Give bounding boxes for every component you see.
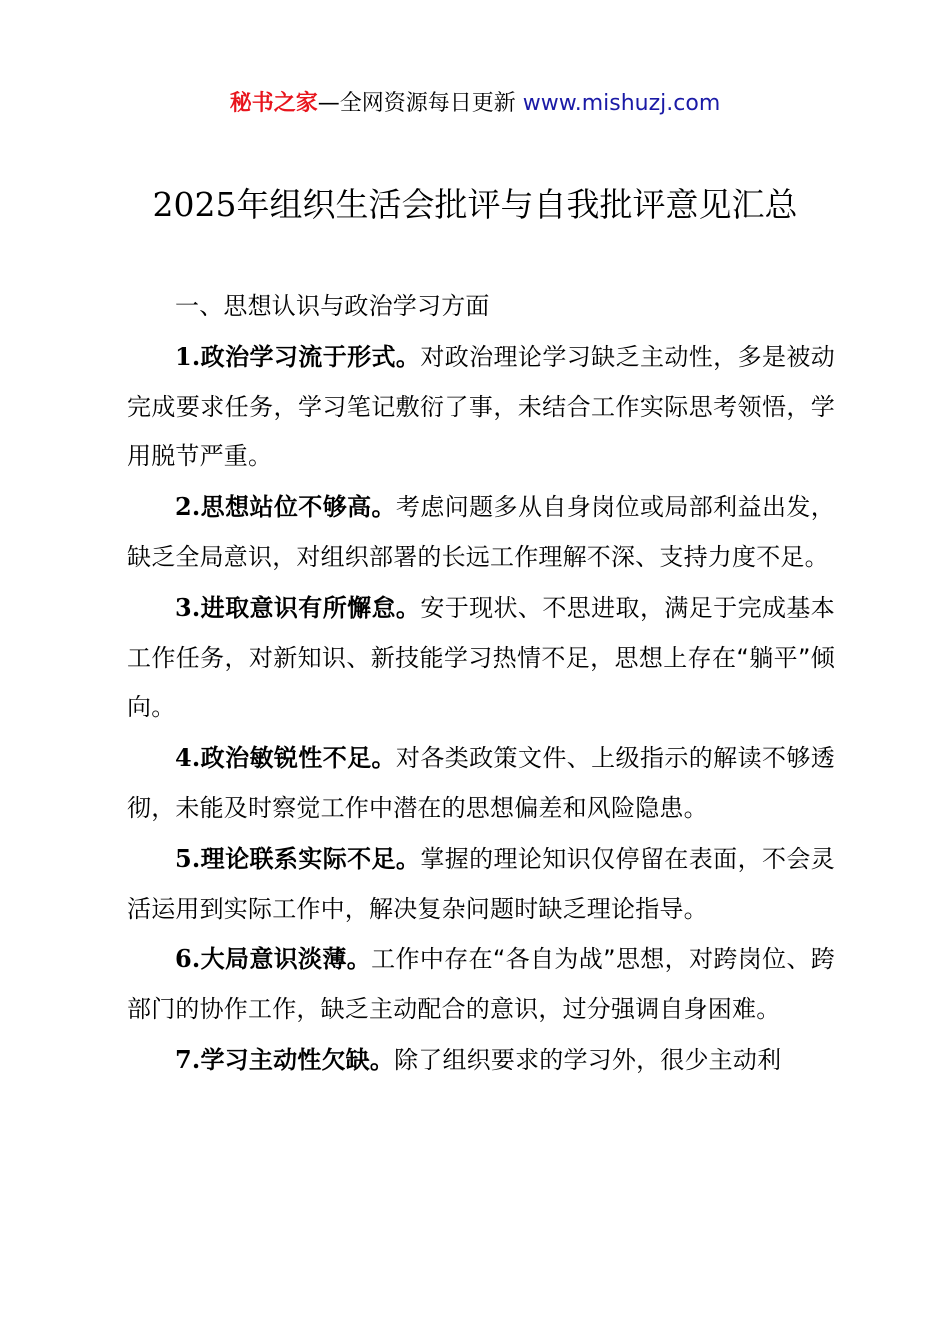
item-lead-text: 大局意识淡薄。 bbox=[200, 945, 372, 974]
item-number: 5. bbox=[175, 843, 201, 873]
site-tagline: —全网资源每日更新 bbox=[317, 91, 523, 116]
item-text: 对各类政策文件、上级指示的解读不够透彻，未能及时察觉工作中潜在的思想偏差和风险隐患。 bbox=[127, 744, 835, 822]
item-lead-text: 理论联系实际不足。 bbox=[200, 844, 421, 873]
section-heading: 一、思想认识与政治学习方面 bbox=[175, 292, 490, 320]
item-number: 2. bbox=[175, 492, 201, 522]
title-text: 年组织生活会批评与自我批评意见汇总 bbox=[236, 185, 798, 224]
list-item bbox=[127, 934, 835, 1035]
document-title bbox=[0, 180, 950, 230]
site-name: 秘书之家 bbox=[229, 91, 318, 116]
item-number: 4. bbox=[175, 743, 201, 773]
list-item bbox=[127, 733, 835, 834]
list-item bbox=[127, 583, 835, 733]
item-lead-text: 政治学习流于形式。 bbox=[200, 342, 421, 371]
list-item bbox=[127, 332, 835, 482]
item-text: 工作中存在“各自为战”思想，对跨岗位、跨部门的协作工作，缺乏主动配合的意识，过分强调自身困难。 bbox=[127, 945, 835, 1024]
item-lead-text: 学习主动性欠缺。 bbox=[200, 1045, 395, 1074]
item-lead bbox=[175, 845, 420, 873]
item-lead bbox=[175, 594, 420, 622]
item-lead bbox=[175, 945, 371, 973]
item-lead bbox=[175, 493, 396, 521]
site-header bbox=[0, 88, 950, 120]
document-body bbox=[127, 282, 835, 1086]
item-text: 考虑问题多从自身岗位或局部利益出发，缺乏全局意识，对组织部署的长远工作理解不深、支持力度不足。 bbox=[127, 493, 835, 571]
item-number: 1. bbox=[175, 341, 201, 371]
item-number: 3. bbox=[175, 592, 201, 622]
item-lead bbox=[175, 343, 420, 371]
item-number: 6. bbox=[175, 944, 201, 974]
item-number: 7. bbox=[175, 1044, 201, 1074]
item-text: 安于现状、不思进取，满足于完成基本工作任务，对新知识、新技能学习热情不足，思想上存在“躺平”倾向。 bbox=[127, 593, 835, 722]
site-url-link[interactable]: www.mishuzj.com bbox=[522, 91, 721, 116]
item-text: 对政治理论学习缺乏主动性，多是被动完成要求任务，学习笔记敷衍了事，未结合工作实际思考领悟，学用脱节严重。 bbox=[127, 342, 835, 471]
item-text: 掌握的理论知识仅停留在表面，不会灵活运用到实际工作中，解决复杂问题时缺乏理论指导。 bbox=[127, 844, 835, 923]
list-item bbox=[127, 1035, 835, 1086]
item-lead bbox=[175, 1046, 394, 1074]
item-lead-text: 思想站位不够高。 bbox=[200, 493, 396, 522]
item-text: 除了组织要求的学习外，很少主动利 bbox=[394, 1045, 782, 1074]
list-item bbox=[127, 834, 835, 935]
item-lead-text: 政治敏锐性不足。 bbox=[200, 744, 396, 773]
title-year: 2025 bbox=[152, 185, 237, 224]
item-lead bbox=[175, 744, 396, 772]
item-lead-text: 进取意识有所懈怠。 bbox=[200, 593, 421, 622]
list-item bbox=[127, 482, 835, 583]
